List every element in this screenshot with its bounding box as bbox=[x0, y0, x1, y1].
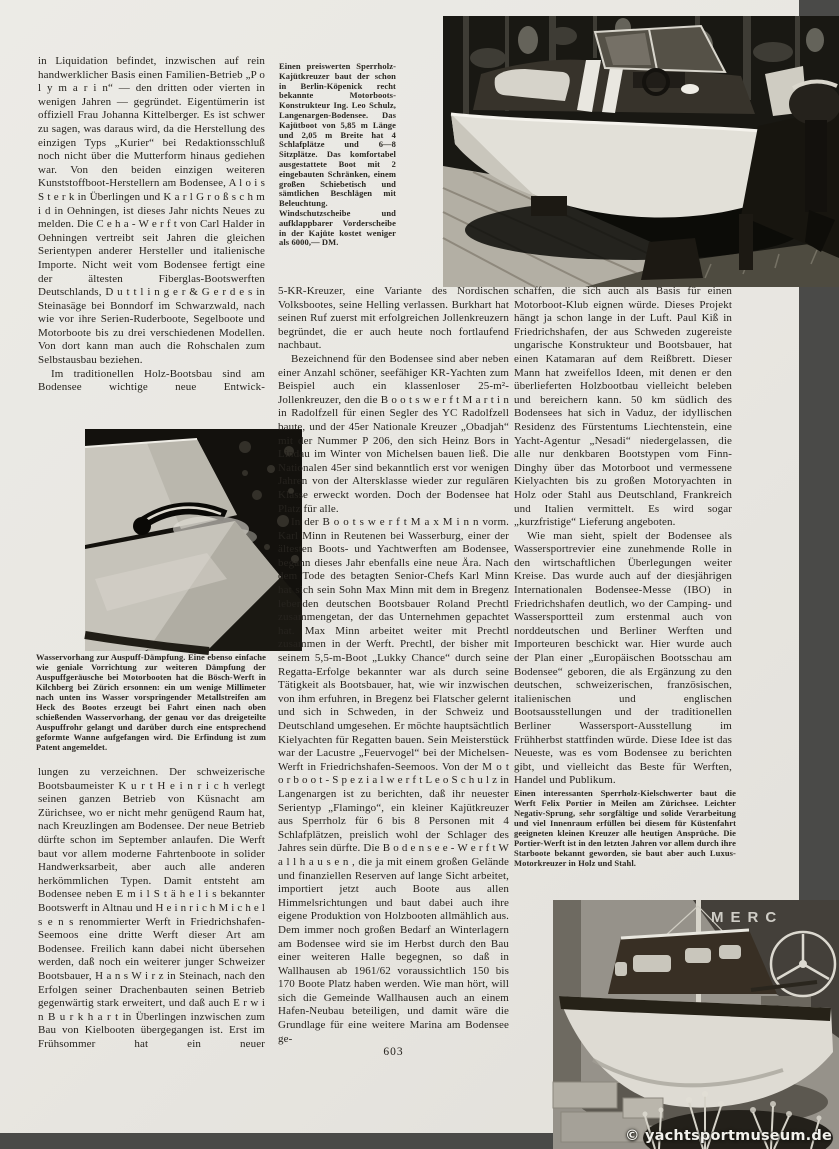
caption-exhaust: Wasservorhang zur Auspuff-Dämpfung. Eine ebenso einfache wie geniale Vorrichtung zur weiteren Dämpfung der Auspuffgeräusche bei Motorbooten hat die Bösch-Werft in Kilchberg bei Zürich ersonnen: ein um wenige Millimeter nach unten ins Wasser vorspringender Metallstreifen am Heck des Bootes erzeugt bei Fahrt einen nach oben schießenden Wasservorhang, der genau vor das dreigeteilte Auspuffrohr gelangt und darüber durch eine entsprechend geformte Wanne aufgefangen wird. Die Erfindung ist zum Patent angemeldet. bbox=[36, 652, 266, 752]
paragraph: 5-KR-Kreuzer, eine Variante des Nordischen Volksbootes, seine Helling verlassen. Burkhart hat seinen Ruf zuerst mit erfolgreichen Jollenkreuzern begründet, die er auch heute noch fortlaufend nachbaut. bbox=[278, 285, 509, 352]
paragraph: schaffen, die sich auch als Basis für einen Motorboot-Klub eignen würde. Dieses Projekt hängt ja schon lange in der Luft. Paul Kiß in Friedrichshafen, der aus Schweden zugereiste ungarische Konstrukteur und Bootsbauer, hat einen Katamaran auf dem Reißbrett. Dieser Mann hat zweifellos Ideen, mit denen er den überlieferten Holzbootbau vielleicht beleben und bereichern kann. 50 km südlich des Bodensees hat sich in Vaduz, der idyllischen Residenz des Fürstentums Liechtenstein, eine Yacht-Agentur „Nesadi“ niedergelassen, die alle nur denkbaren Bootstypen vom Finn-Dinghy über das Motorboot und vermessene Kielyachten bis zu großen Motoryachten in Holz oder Stahl aus Deutschland, Frankreich und Italien vermittelt. Es wird sogar „kurzfristige“ Lieferung angeboten. bbox=[514, 285, 732, 529]
deck-fitting bbox=[681, 84, 699, 94]
caption-kielschwerter: Einen interessanten Sperrholz-Kielschwerter baut die Werft Felix Portier in Meilen am Zürichsee. Leichter Negativ-Sprung, sehr sorgfältige und solide Verarbeitung und viel Innenraum erfüllen bei diesem für Küstenfahrt geeigneten kleinen Kreuzer alle heutigen Ansprüche. Die Portier-Werft ist in den letzten Jahren vor allem durch ihre Starboote bekannt geworden, sie baut aber auch Luxus-Motorkreuzer in Holz und Stahl. bbox=[514, 788, 736, 868]
windshield-reflection bbox=[605, 33, 651, 65]
column-left-lower bbox=[38, 766, 265, 1051]
column-left-upper bbox=[38, 55, 265, 395]
caption-cabin-cruiser: Einen preiswerten Sperrholz-Kajütkreuzer baut der schon in Berlin-Köpenick recht bekannte Motorboots-Konstrukteur Ing. Leo Schulz, Langenargen-Bodensee. Das Kajütboot von 5,85 m Länge und 2,05 m Breite hat 4 Schlafplätze und 6—8 Sitzplätze. Das komfortabel ausgestattete Boot mit 2 eingebauten Schränken, einem großen Schiebetisch und sämtlichen Beschlägen mit Beleuchtung. Windschutzscheibe und aufklappbarer Vorderscheibe in der Kajüte kostet weniger als 6000,— DM. bbox=[279, 61, 396, 248]
paragraph: Im traditionellen Holz-Bootsbau sind am Bodensee wichtige neue Entwick- bbox=[38, 367, 265, 394]
paragraph: Wie man sieht, spielt der Bodensee als Wassersportrevier eine zunehmende Rolle in den wirtschaftlichen Überlegungen weiter Kreise. Das wurde auch auf der diesjährigen Internationalen Bodensee-Messe (IBO) in Friedrichshafen deutlich, wo der Camping- und Wassersportteil zum erstenmal auch von norddeutschen und Berliner Werften und Importeuren beschickt war. Hier wurde auch der Plan einer „Europäischen Bootsschau am Bodensee“ geboren, die als Ergänzung zu den deutschen, schweizerischen, französischen, italienischen und englischen Bootsausstellungen und der traditionellen Berliner Wassersport-Ausstellung im Frühherbst stattfinden würde. Diese Idee ist das Neueste, was es vom Bodensee zu berichten gibt, und vielleicht das Beste für Werften, Handel und Publikum. bbox=[514, 529, 732, 787]
column-right bbox=[514, 285, 732, 788]
brand-sign-text: MERC bbox=[711, 909, 784, 926]
exhaust-elbow bbox=[133, 517, 151, 535]
paragraph: In der B o o t s w e r f t M a x M i n n vorm. Karl Minn in Reutenen bei Wasserburg, einer der ältesten Boots- und Yachtwerften am Bodensee, begann dieses Jahr ebenfalls eine neue Ära. Nach dem Tode des betagten Senior-Chefs Karl Minn hat sich sein Sohn Max Minn mit dem in Bregenz lebenden deutschen Bootsbauer Roland Prechtl zusammengetan, der das Unternehmen gepachtet hat. Max Minn arbeitet weiter mit Prechtl zusammen in der Werft. Prechtl, der bisher mit seinem 5,5-m-Boot „Lukky Chance“ durch seine Regatta-Erfolge bekannter war als durch seine Tätigkeit als Bootsbauer, hat, wie wir inzwischen von ihm erfuhren, in Bregenz bei Flatscher gelernt und sich in Schweden, in der Schweiz und Deutschland umgesehen. Er möchte hauptsächtlich Kielyachten für Regatten bauen. Sein Meisterstück war der Lacustre „Feuervogel“ bei der Michelsen-Werft in Friedrichshafen-Seemoos. Von der M o t o r b o o t - S p e z i a l w e r f t L e o S c h u l z in Langenargen ist zu berichten, daß ihr neuester Serientyp „Flamingo“, ein kleiner Kajütkreuzer aus Sperrholz für 6 bis 8 Personen mit 4 Schlafplätzen, preislich wohl der Schlager des Jahres sein dürfte. Die B o d e n s e e - W e r f t W a l l h a u s e n , die ja mit einem großen Gelände und finanziellen Reserven auf lange Sicht arbeitet, importiert jetzt auch Boote aus allen Himmelsrichtungen und baut dabei auch ihre eigene Produktion von Holzbooten allmählich aus. Dem immer noch großen Bedarf an Winterlagern am Bodensee wird sie im Herbst durch den Bau einer weiteren Halle begegnen, so daß in Wallhausen ab 1961/62 voraussichtlich 150 bis 170 Boote Platz haben werden. Wie man hört, will sich die Gemeinde Wallhausen auch an einem Hafen-Neubau beteiligen, und damit wäre die Grundlage für eine weitere Marina am Bodensee ge- bbox=[278, 516, 509, 1045]
column-middle bbox=[278, 285, 509, 1046]
watermark: © yachtsportmuseum.de bbox=[625, 1128, 832, 1144]
paragraph: Bezeichnend für den Bodensee sind aber neben einer Anzahl schöner, seefähiger KR-Yachten zum Beispiel auch ein klassenloser 25-m²-Jollenkreuzer, den die B o o t s w e r f t M a r t i n in Radolfzell für einen Segler des YC Radolfzell baute, und der 45er Nationale Kreuzer „Obadjah“ mit der Nummer P 206, den sich Heinz Bors in Lindau im Winter von Michelsen bauen ließ. Die Nationalen 45er sind bekanntlich erst vor wenigen Jahren von der Altersklasse wieder zur regulären Klasse erweckt worden. Doch der Bodensee hat Platz für alle. bbox=[278, 352, 509, 515]
photo-exhaust-water-curtain bbox=[85, 429, 302, 651]
paragraph: in Liquidation befindet, inzwischen auf rein handwerklicher Basis einen Familien-Betrieb „P o l y m a r i n“ — den dritten oder vierten in wenigen Jahren — gegründet. Eigentümerin ist offiziell Frau Johanna Kittelberger. Es ist schwer zu sagen, was daraus wird, da die Herstellung des einzigen Typs „Kurier“ bei Redaktionsschluß noch nicht über die Mutterform hinaus gediehen war. Von den beiden einzigen weiteren Kunststoffboot-Herstellern am Bodensee, A l o i s S t e r k in Überlingen und K a r l G r o ß s c h m i d in Oehningen, ist dieses Jahr nichts Neues zu melden. Die C e h a - W e r f t von Carl Halder in Oehningen vertreibt seit Jahren die gleichen Serientypen anderer Hersteller und italienische Importe. Nicht weit vom Bodensee fertigt eine der ältesten Fiberglas-Bootswerften Deutschlands, D u t t l i n g e r & G e r d e s in Steinasäge bei Bonndorf im Schwarzwald, nach wie vor ihre Serien-Ruderboote, Segelboote und Motorboote bis zu drei verschiedenen Modellen. Von dort kann man auch die Rohschalen zum Selbstausbau beziehen. bbox=[38, 55, 265, 367]
paragraph: lungen zu verzeichnen. Der schweizerische Bootsbaumeister K u r t H e i n r i c h verlegt seinen ganzen Betrieb von Küsnacht am Zürichsee, wo er nicht mehr genügend Raum hat, nach Kreuzlingen am Bodensee. Der neue Betrieb dürfte schon im September anlaufen. Die Werft baut vor allem moderne Fahrtenboote in solider Handwerksarbeit, aber auch alle anderen herkömmlichen Typen. Damit entsteht am Bodensee neben E m i l S t ä h e l i s bekannter Bootswerft in Altnau und H e i n r i c h M i c h e l s e n s renommierter Werft in Friedrichshafen-Seemoos eine dritte Werft dieser Art am Bodensee. Freilich kann dabei nicht übersehen werden, daß noch ein weiterer junger Schweizer Bootsbauer, H a n s W i r z in Steinach, nach den Erfolgen seiner Drachenbauten seinen Betrieb gegenwärtig stark erweitert, und daß auch E r w i n B u r k h a r t in Überlingen inzwischen zum Bau von Kielbooten übergegangen ist. Erst im Frühsommer hat ein neuer bbox=[38, 766, 265, 1050]
page-number: 603 bbox=[383, 1046, 404, 1058]
dashboard bbox=[633, 72, 685, 88]
wall-left-panel bbox=[553, 900, 581, 1085]
emblem-hub bbox=[799, 960, 807, 968]
photo-cabin-cruiser bbox=[443, 16, 839, 287]
photo-kielschwerter-exhibit bbox=[553, 900, 839, 1149]
exhibit-photo-illustration bbox=[553, 900, 839, 1149]
cabin-cruiser-photo-illustration bbox=[443, 16, 839, 287]
exhaust-photo-illustration bbox=[85, 429, 302, 651]
